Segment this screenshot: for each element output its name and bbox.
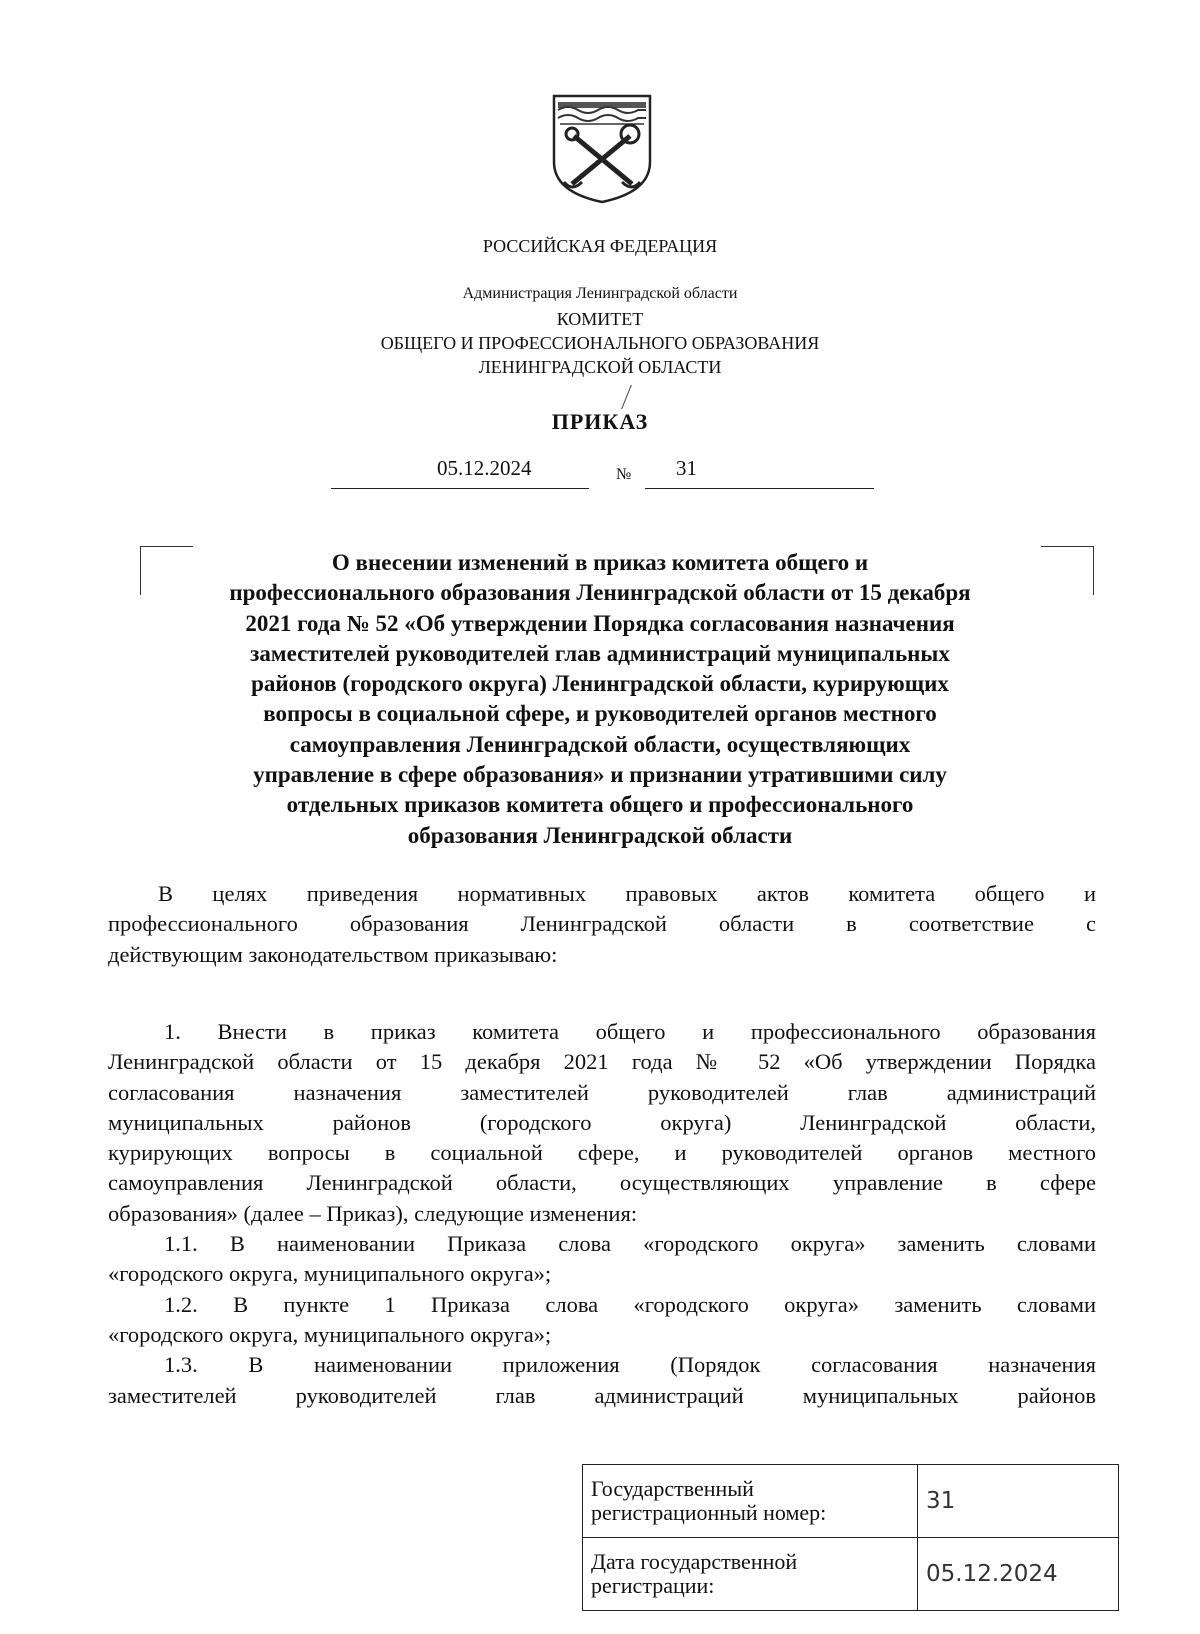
registration-stamp-table <box>582 1464 1119 1611</box>
body-line: «городского округа, муниципального округа»; <box>108 1321 552 1347</box>
date-underline <box>331 488 589 489</box>
body-line: 1.1. В наименовании Приказа слова «городского округа» заменить словами <box>164 1231 1096 1257</box>
body-line: действующим законодательством приказываю: <box>108 941 558 967</box>
body-line: заместителей руководителей глав администраций муниципальных районов <box>108 1382 1096 1408</box>
number-underline <box>645 488 874 489</box>
subject-line: заместителей руководителей глав администраций муниципальных <box>250 640 950 666</box>
subject-line: отдельных приказов комитета общего и профессионального <box>286 792 914 818</box>
subject-line: образования Ленинградской области <box>407 822 793 848</box>
subject-line: вопросы в социальной сфере, и руководителей органов местного <box>263 701 937 727</box>
coat-of-arms-emblem <box>548 92 656 204</box>
committee-line-3: ЛЕНИНГРАДСКОЙ ОБЛАСТИ <box>478 357 722 377</box>
subject-line: О внесении изменений в приказ комитета общего и <box>331 550 869 575</box>
subject-line: районов (городского округа) Ленинградской области, курирующих <box>251 671 949 697</box>
body-line: образования» (далее – Приказ), следующие изменения: <box>108 1200 638 1226</box>
intro-paragraph <box>108 879 1096 970</box>
body-line: «городского округа, муниципального округа»; <box>108 1261 552 1287</box>
body-line: 1.3. В наименовании приложения (Порядок согласования назначения <box>164 1352 1096 1378</box>
order-subject <box>150 548 1050 851</box>
registration-date-row <box>583 1538 1119 1611</box>
registration-date-label: Дата государственной регистрации: <box>583 1538 918 1611</box>
pen-mark <box>621 385 632 409</box>
body-line: 1. Внести в приказ комитета общего и профессионального образования <box>164 1019 1096 1044</box>
committee-line-2: ОБЩЕГО И ПРОФЕССИОНАЛЬНОГО ОБРАЗОВАНИЯ <box>380 333 820 353</box>
registration-date-value: 05.12.2024 <box>918 1538 1119 1611</box>
registration-number-label: Государственный регистрационный номер: <box>583 1465 918 1538</box>
body-line: Ленинградской области от 15 декабря 2021 года № 52 «Об утверждении Порядка <box>108 1049 1096 1075</box>
committee-line-1: КОМИТЕТ <box>556 309 644 329</box>
subject-line: самоуправления Ленинградской области, осуществляющих <box>289 731 911 757</box>
order-title: ПРИКАЗ <box>551 409 649 434</box>
item-1-paragraph <box>108 1017 1096 1411</box>
body-line: муниципальных районов (городского округа) Ленинградской области, <box>108 1109 1096 1135</box>
body-line: В целях приведения нормативных правовых актов комитета общего и <box>158 881 1096 906</box>
subject-line: профессионального образования Ленинградской области от 15 декабря <box>229 580 971 606</box>
order-date: 05.12.2024 <box>437 456 532 480</box>
body-line: курирующих вопросы в социальной сфере, и руководителей органов местного <box>108 1140 1096 1166</box>
number-sign: № <box>616 466 632 483</box>
administration-name: Администрация Ленинградской области <box>462 285 738 302</box>
body-line: профессионального образования Ленинградской области в соответствие с <box>108 911 1096 937</box>
body-line: согласования назначения заместителей руководителей глав администраций <box>108 1079 1096 1105</box>
registration-number-row <box>583 1465 1119 1538</box>
order-number: 31 <box>676 456 697 480</box>
country-name: РОССИЙСКАЯ ФЕДЕРАЦИЯ <box>482 236 718 256</box>
registration-number-value: 31 <box>918 1465 1119 1538</box>
body-line: 1.2. В пункте 1 Приказа слова «городского округа» заменить словами <box>164 1291 1096 1317</box>
subject-line: управление в сфере образования» и признании утратившими силу <box>253 762 947 788</box>
subject-line: 2021 года № 52 «Об утверждении Порядка согласования назначения <box>245 610 955 636</box>
body-line: самоуправления Ленинградской области, осуществляющих управление в сфере <box>108 1170 1096 1196</box>
